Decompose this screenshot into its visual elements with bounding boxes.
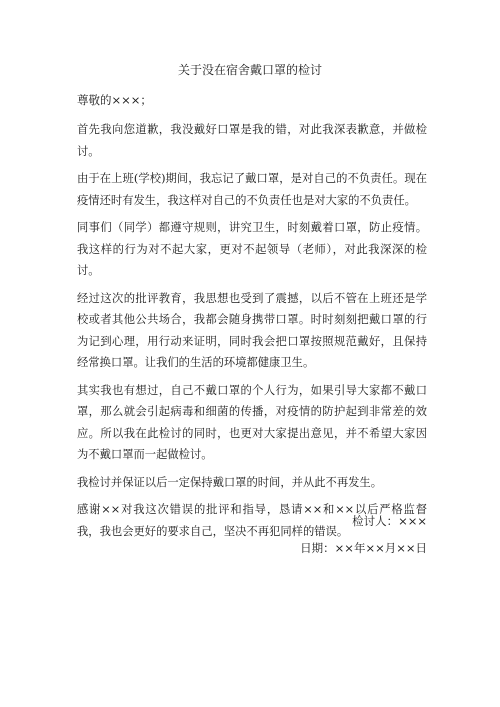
salutation: 尊敬的×××； [77, 93, 152, 107]
signer-line: 检讨人：××× [352, 514, 427, 528]
date-line: 日期：××年××月××日 [300, 541, 427, 555]
paragraph-reflection: 经过这次的批评教育，我思想也受到了震撼，以后不管在上班还是学校或者其他公共场合，我都会随身携带口罩。时时刻刻把戴口罩的行为记到心理，用行动来证明，同时我会把口罩按照规范戴好，且保持经常换口罩。让我们的生活的环境都健康卫生。 [77, 291, 427, 369]
paragraph-apology: 首先我向您道歉，我没戴好口罩是我的错，对此我深表歉意，并做检讨。 [77, 123, 427, 158]
document-body [77, 119, 427, 548]
document-title: 关于没在宿舍戴口罩的检讨 [177, 63, 322, 77]
paragraph-reason: 由于在上班(学校)期间，我忘记了戴口罩，是对自己的不负责任。现在疫情还时有发生，我这样对自己的不负责任也是对大家的不负责任。 [77, 172, 427, 207]
paragraph-colleagues: 同事们（同学）都遵守规则，讲究卫生，时刻戴着口罩，防止疫情。我这样的行为对不起大家，更对不起领导（老师），对此我深深的检讨。 [77, 221, 427, 277]
paragraph-promise: 我检讨并保证以后一定保持戴口罩的时间，并从此不再发生。 [77, 475, 383, 489]
paragraph-thanks: 感谢××对我这次错误的批评和指导，恳请××和××以后严格监督我，我也会更好的要求自己，坚决不再犯同样的错误。 [77, 503, 427, 538]
paragraph-consequences: 其实我也有想过，自己不戴口罩的个人行为，如果引导大家都不戴口罩，那么就会引起病毒和细菌的传播，对疫情的防护起到非常差的效应。所以我在此检讨的同时，也更对大家提出意见，并不希望大家因为不戴口罩而一起做检讨。 [77, 383, 427, 461]
